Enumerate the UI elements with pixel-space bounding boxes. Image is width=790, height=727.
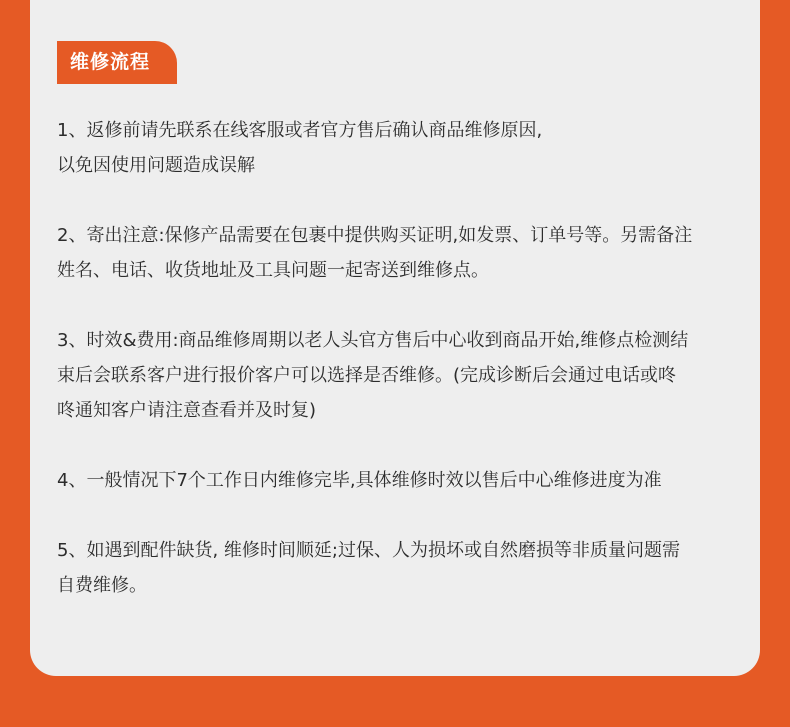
repair-step-3-line-3: 咚通知客户请注意查看并及时复) — [57, 400, 317, 421]
section-title-tag: 维修流程 — [57, 41, 177, 84]
repair-step-5 — [57, 533, 737, 603]
repair-step-4 — [57, 463, 737, 498]
repair-step-2 — [57, 218, 737, 288]
repair-steps-list — [57, 113, 737, 603]
repair-step-3 — [57, 323, 737, 428]
repair-step-2-line-1: 2、寄出注意:保修产品需要在包裹中提供购买证明,如发票、订单号等。另需备注 — [57, 225, 693, 246]
repair-step-1-line-2: 以免因使用问题造成误解 — [57, 155, 255, 176]
repair-step-3-line-2: 束后会联系客户进行报价客户可以选择是否维修。(完成诊断后会通过电话或咚 — [57, 365, 677, 386]
repair-step-3-line-1: 3、时效&费用:商品维修周期以老人头官方售后中心收到商品开始,维修点检测结 — [57, 330, 689, 351]
repair-step-5-line-1: 5、如遇到配件缺货, 维修时间顺延;过保、人为损坏或自然磨损等非质量问题需 — [57, 540, 680, 561]
repair-step-1-line-1: 1、返修前请先联系在线客服或者官方售后确认商品维修原因, — [57, 120, 543, 141]
repair-step-2-line-2: 姓名、电话、收货地址及工具问题一起寄送到维修点。 — [57, 260, 489, 281]
repair-process-card — [30, 0, 760, 676]
repair-step-5-line-2: 自费维修。 — [57, 575, 147, 596]
repair-step-4-line-1: 4、一般情况下7个工作日内维修完毕,具体维修时效以售后中心维修进度为准 — [57, 470, 662, 491]
repair-step-1 — [57, 113, 737, 183]
